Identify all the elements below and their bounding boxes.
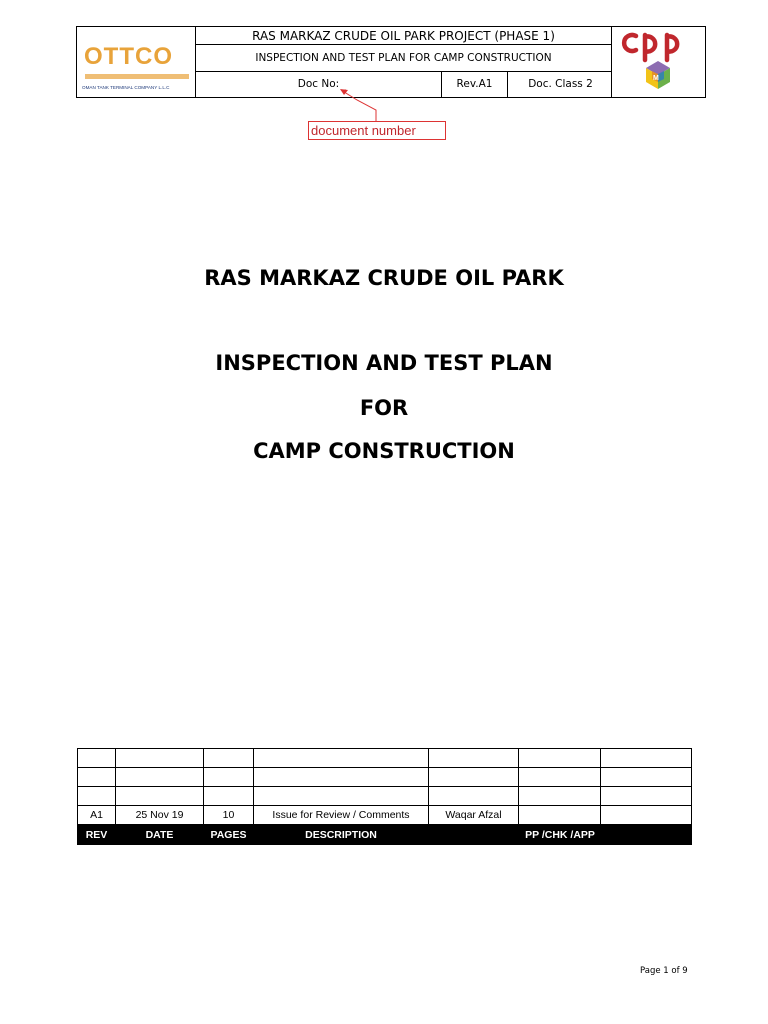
table-cell	[254, 768, 429, 787]
date-cell: 25 Nov 19	[116, 806, 204, 825]
revision-label: Rev.A1	[442, 72, 508, 97]
table-cell	[601, 749, 692, 768]
document-number-annotation: document number	[308, 121, 446, 140]
main-title-line-1: RAS MARKAZ CRUDE OIL PARK	[204, 266, 564, 290]
table-cell	[204, 768, 254, 787]
table-cell	[601, 768, 692, 787]
table-cell	[78, 768, 116, 787]
approved-by-cell	[601, 806, 692, 825]
header-pp-chk-app: PP /CHK /APP	[429, 825, 692, 845]
checked-by-cell	[519, 806, 601, 825]
table-cell	[116, 768, 204, 787]
table-cell	[601, 787, 692, 806]
table-cell	[519, 749, 601, 768]
annotation-arrow	[0, 0, 768, 200]
table-cell	[429, 768, 519, 787]
table-cell	[116, 749, 204, 768]
header-rev: REV	[78, 825, 116, 845]
table-row	[78, 768, 692, 787]
ottco-logo-text: OTTCO	[84, 43, 173, 70]
table-cell	[254, 749, 429, 768]
document-title: INSPECTION AND TEST PLAN FOR CAMP CONSTRUCTION	[196, 45, 611, 72]
header-pages: PAGES	[204, 825, 254, 845]
page-number: Page 1 of 9	[640, 966, 688, 976]
table-cell	[429, 749, 519, 768]
table-row	[78, 749, 692, 768]
project-title: RAS MARKAZ CRUDE OIL PARK PROJECT (PHASE 1)	[196, 27, 611, 45]
table-cell	[116, 787, 204, 806]
rev-cell: A1	[78, 806, 116, 825]
header-date: DATE	[116, 825, 204, 845]
doc-class-label: Doc. Class 2	[528, 78, 593, 90]
main-title-line-4: CAMP CONSTRUCTION	[253, 439, 515, 463]
ottco-logo-subtitle: OMAN TANK TERMINAL COMPANY L.L.C	[82, 85, 170, 90]
table-cell	[78, 787, 116, 806]
table-cell	[204, 787, 254, 806]
table-cell	[254, 787, 429, 806]
description-cell: Issue for Review / Comments	[254, 806, 429, 825]
pages-cell: 10	[204, 806, 254, 825]
doc-number-label: Doc No:	[196, 72, 442, 97]
table-row	[78, 787, 692, 806]
main-title-line-3: FOR	[359, 396, 409, 420]
svg-text:M: M	[653, 75, 659, 82]
table-header-row	[78, 825, 692, 845]
revision-table	[77, 748, 692, 845]
main-title-line-2: INSPECTION AND TEST PLAN	[215, 351, 553, 375]
table-cell	[519, 768, 601, 787]
prepared-by-cell: Waqar Afzal	[429, 806, 519, 825]
table-cell	[519, 787, 601, 806]
header-description: DESCRIPTION	[254, 825, 429, 845]
table-cell	[429, 787, 519, 806]
table-row	[78, 806, 692, 825]
table-cell	[78, 749, 116, 768]
table-cell	[204, 749, 254, 768]
